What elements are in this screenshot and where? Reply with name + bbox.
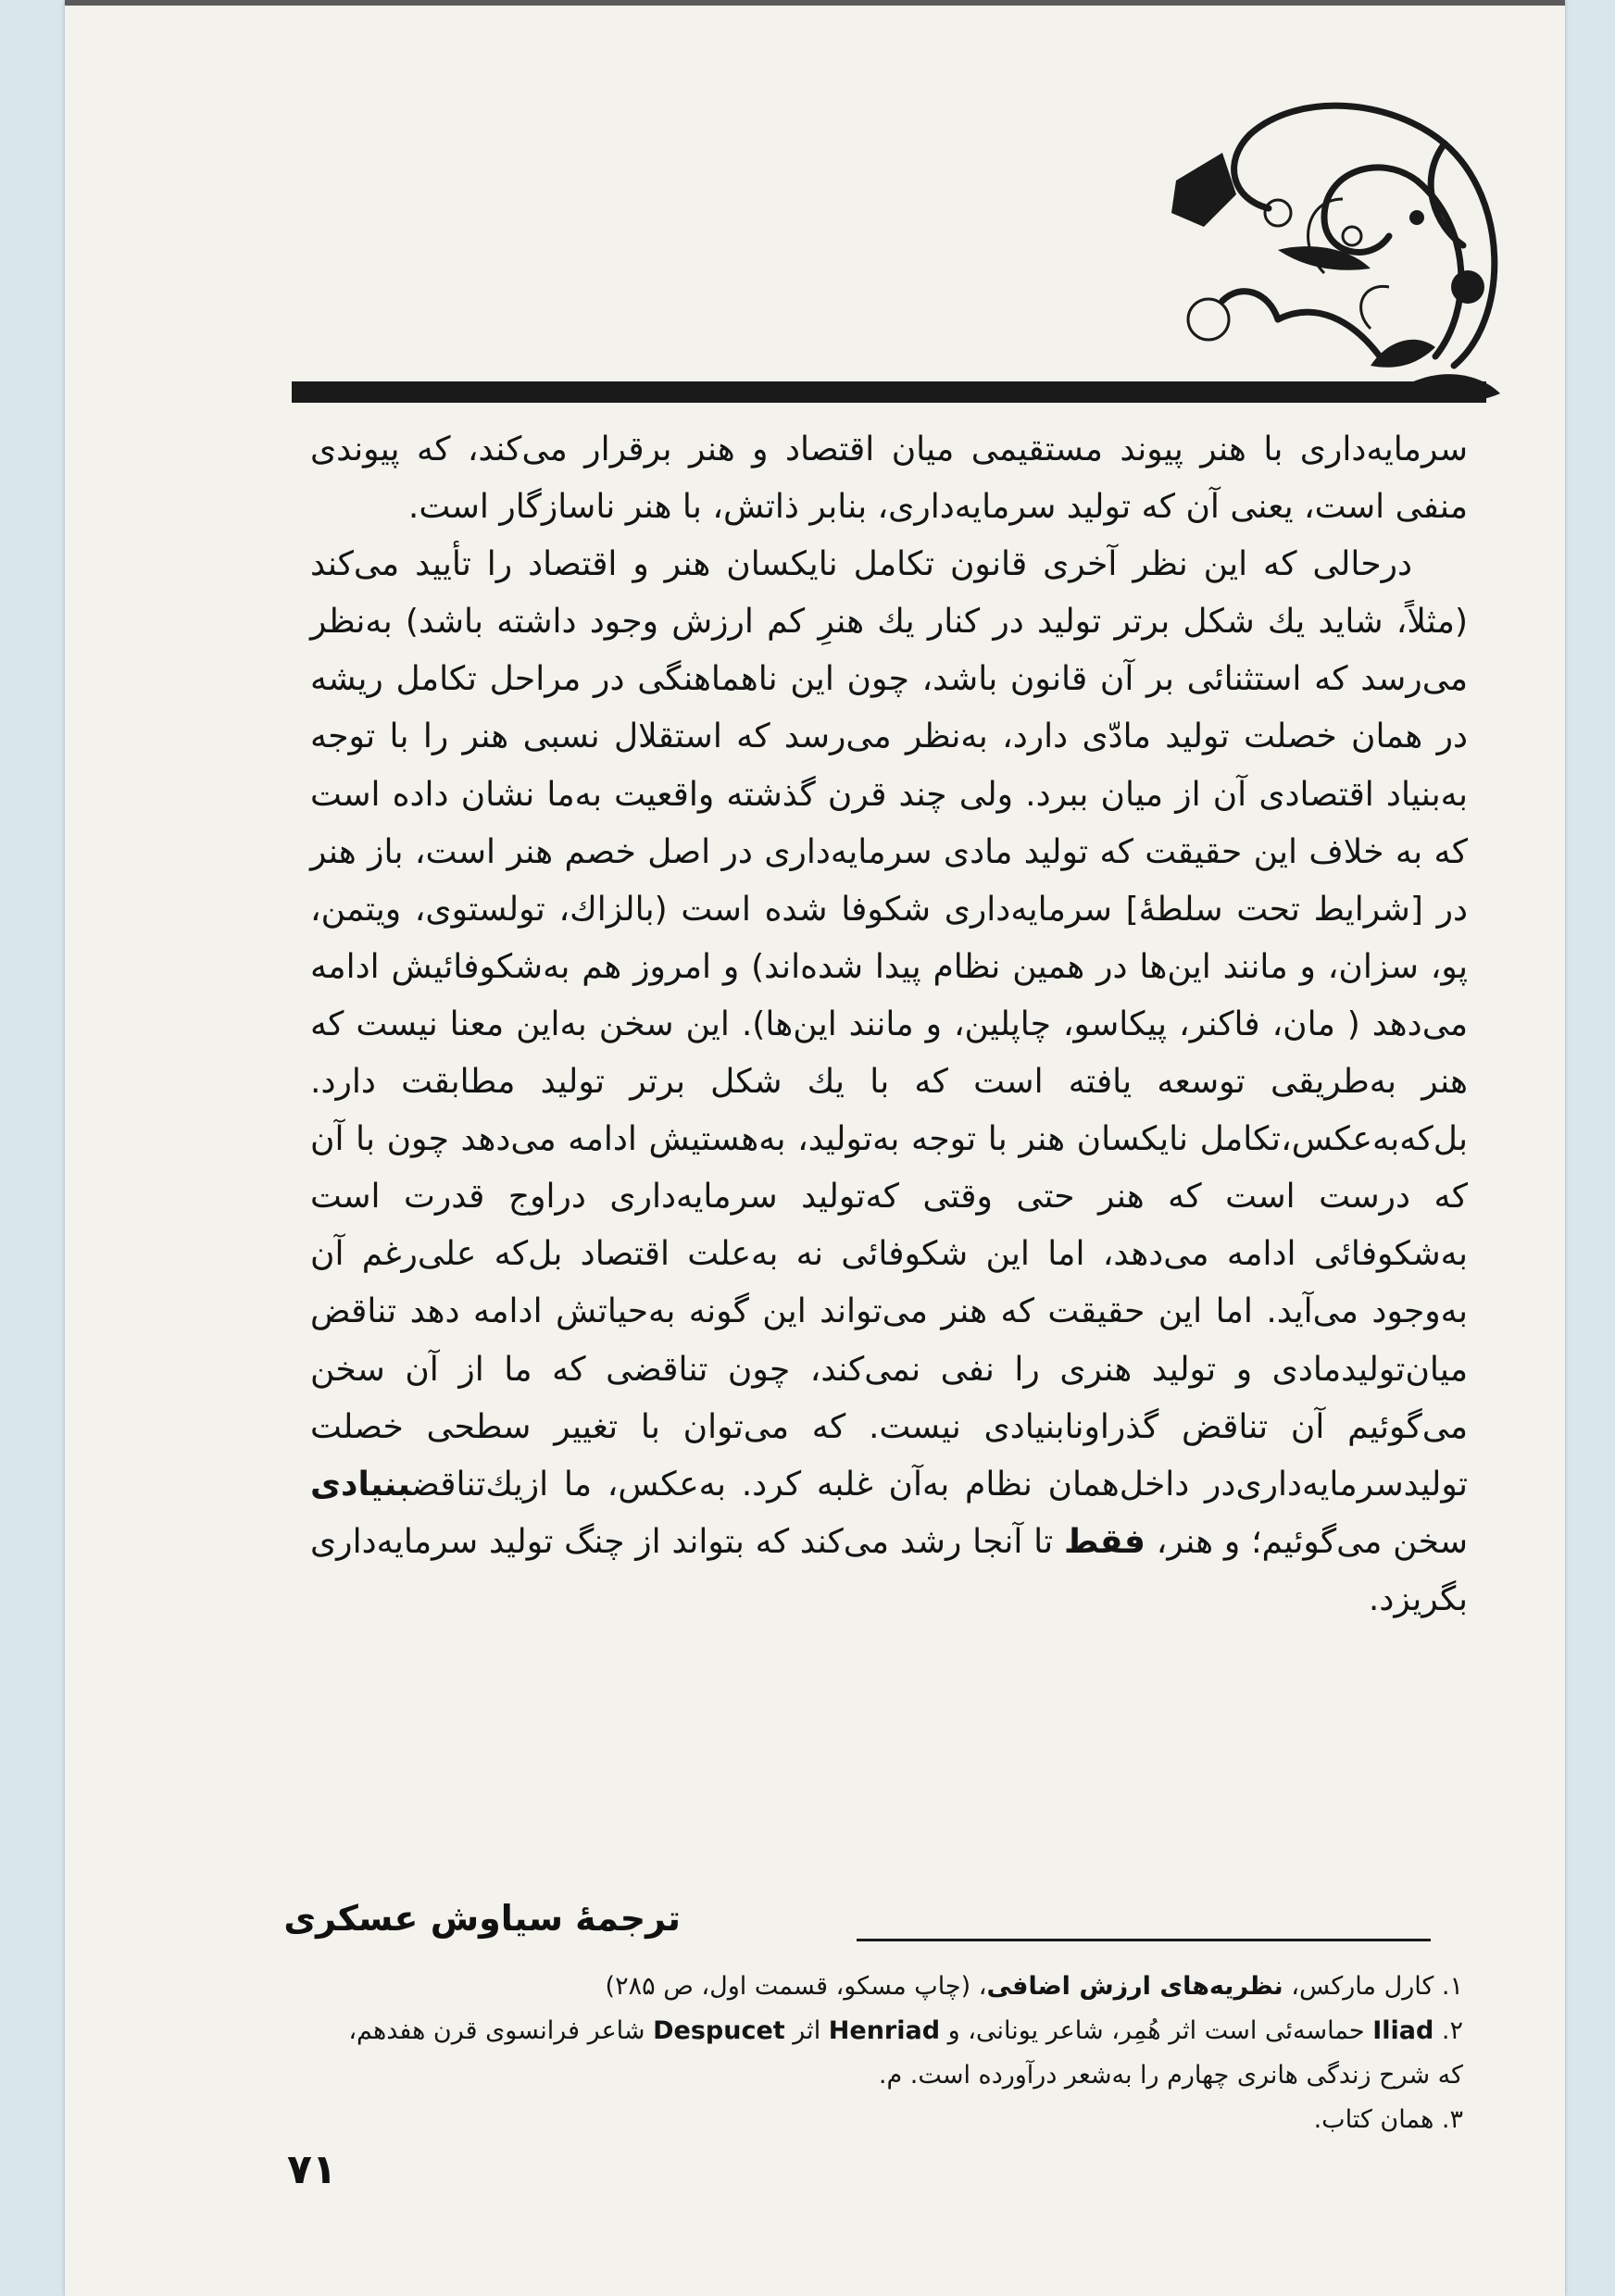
translator-credit: ترجمهٔ سیاوش عسکری: [283, 1898, 681, 1939]
page-top-edge: [65, 0, 1565, 6]
footnote-1-text-a: ۱. کارل مارکس،: [1283, 1972, 1463, 2001]
footnotes: [333, 1965, 1463, 2142]
footnote-2-henriad: Henriad: [828, 2016, 941, 2045]
paragraph-2: [310, 536, 1468, 1628]
paragraph-2-text-a: درحالی که این نظر آخری قانون تکامل نایکسان هنر و اقتصاد را تأیید می‌کند (مثلاً، شاید یك شکل برتر تولید در کنار یك هنرِ کم ارزش وجود داشته باشد) به‌نظر می‌رسد که استثنائی بر آن قانون باشد، چون این ناهماهنگی در مراحل تکامل ریشه در همان خصلت تولید مادّی دارد، به‌نظر می‌رسد که استقلال نسبی هنر را با توجه به‌بنیاد اقتصادی آن از میان ببرد. ولی چند قرن گذشته واقعیت به‌ما نشان داده است که به خلاف این حقیقت که تولید مادی سرمایه‌داری در اصل خصم هنر است، باز هنر در [شرایط تحت سلطهٔ] سرمایه‌داری شکوفا شده است (بالزاك، تولستوی، ویتمن، پو، سزان، و مانند این‌ها در همین نظام پیدا شده‌اند) و امروز هم به‌شکوفائیش ادامه می‌دهد ( مان، فاکنر، پیکاسو، چاپلین، و مانند این‌ها). این سخن به‌این معنا نیست که هنر به‌طریقی توسعه یافته است که با یك شکل برتر تولید مطابقت دارد. بل‌که‌به‌عکس،تکامل نایکسان هنر با توجه به‌تولید، به‌هستیش ادامه می‌دهد چون با آن که درست است که هنر حتی وقتی که‌تولید سرمایه‌داری دراوج قدرت است به‌شکوفائی ادامه می‌دهد، اما این شکوفائی نه به‌علت اقتصاد بل‌که علی‌رغم آن به‌وجود می‌آید. اما این حقیقت که هنر می‌تواند این گونه به‌حیاتش ادامه دهد تناقض میان‌تولیدمادی و تولید هنری را نفی نمی‌کند، چون تناقضی که ما از آن سخن می‌گوئیم آن تناقض گذراونابنیادی نیست. که می‌توان با تغییر سطحی خصلت تولیدسرمایه‌داری‌در داخل‌همان نظام به‌آن غلبه کرد. به‌عکس، ما ازیك‌تناقض: [310, 545, 1468, 1504]
paragraph-2-text-b: سخن می‌گوئیم؛ و هنر،: [1145, 1522, 1468, 1561]
footnote-2: [333, 2009, 1463, 2098]
header-rule: [292, 381, 1486, 403]
footnote-2-text-c: شاعر فرانسوی قرن هفدهم، که شرح زندگی هانری چهارم را به‌شعر درآورده است. م.: [348, 2016, 1463, 2090]
paragraph-2-text-c: تا آنجا رشد می‌کند که بتواند از چنگ تولید سرمایه‌داری بگریزد.: [310, 1522, 1468, 1618]
footnote-divider: [857, 1939, 1431, 1941]
paragraph-1: سرمایه‌داری با هنر پیوند مستقیمی میان اقتصاد و هنر برقرار می‌کند، که پیوندی منفی است، یعنی آن که تولید سرمایه‌داری، بنابر ذاتش، با هنر ناسازگار است.: [310, 430, 1468, 527]
footnote-3: ۳. همان کتاب.: [1313, 2105, 1463, 2134]
footnote-2-text-a: حماسه‌ئی است اثر هُمِر، شاعر یونانی، و: [940, 2016, 1373, 2045]
footnote-1-text-b: ، (چاپ مسکو، قسمت اول، ص ۲۸۵): [605, 1972, 987, 2001]
decorative-ornament-icon: [1139, 88, 1509, 412]
page-number: ۷۱: [287, 2146, 337, 2193]
footnote-1: [333, 1965, 1463, 2009]
emphasis-only: فقط: [1063, 1522, 1146, 1561]
book-page: [65, 0, 1565, 2296]
emphasis-fundamental: بنیادی: [310, 1465, 412, 1504]
footnote-1-book-title: نظریه‌های ارزش اضافی: [986, 1972, 1283, 2001]
footnote-2-text-b: اثر: [784, 2016, 829, 2045]
main-text: [310, 421, 1468, 1628]
footnote-2-despucet: Despucet: [653, 2016, 785, 2045]
footnote-2-number: ۲.: [1433, 2016, 1463, 2045]
footnote-2-iliad: Iliad: [1372, 2016, 1434, 2045]
